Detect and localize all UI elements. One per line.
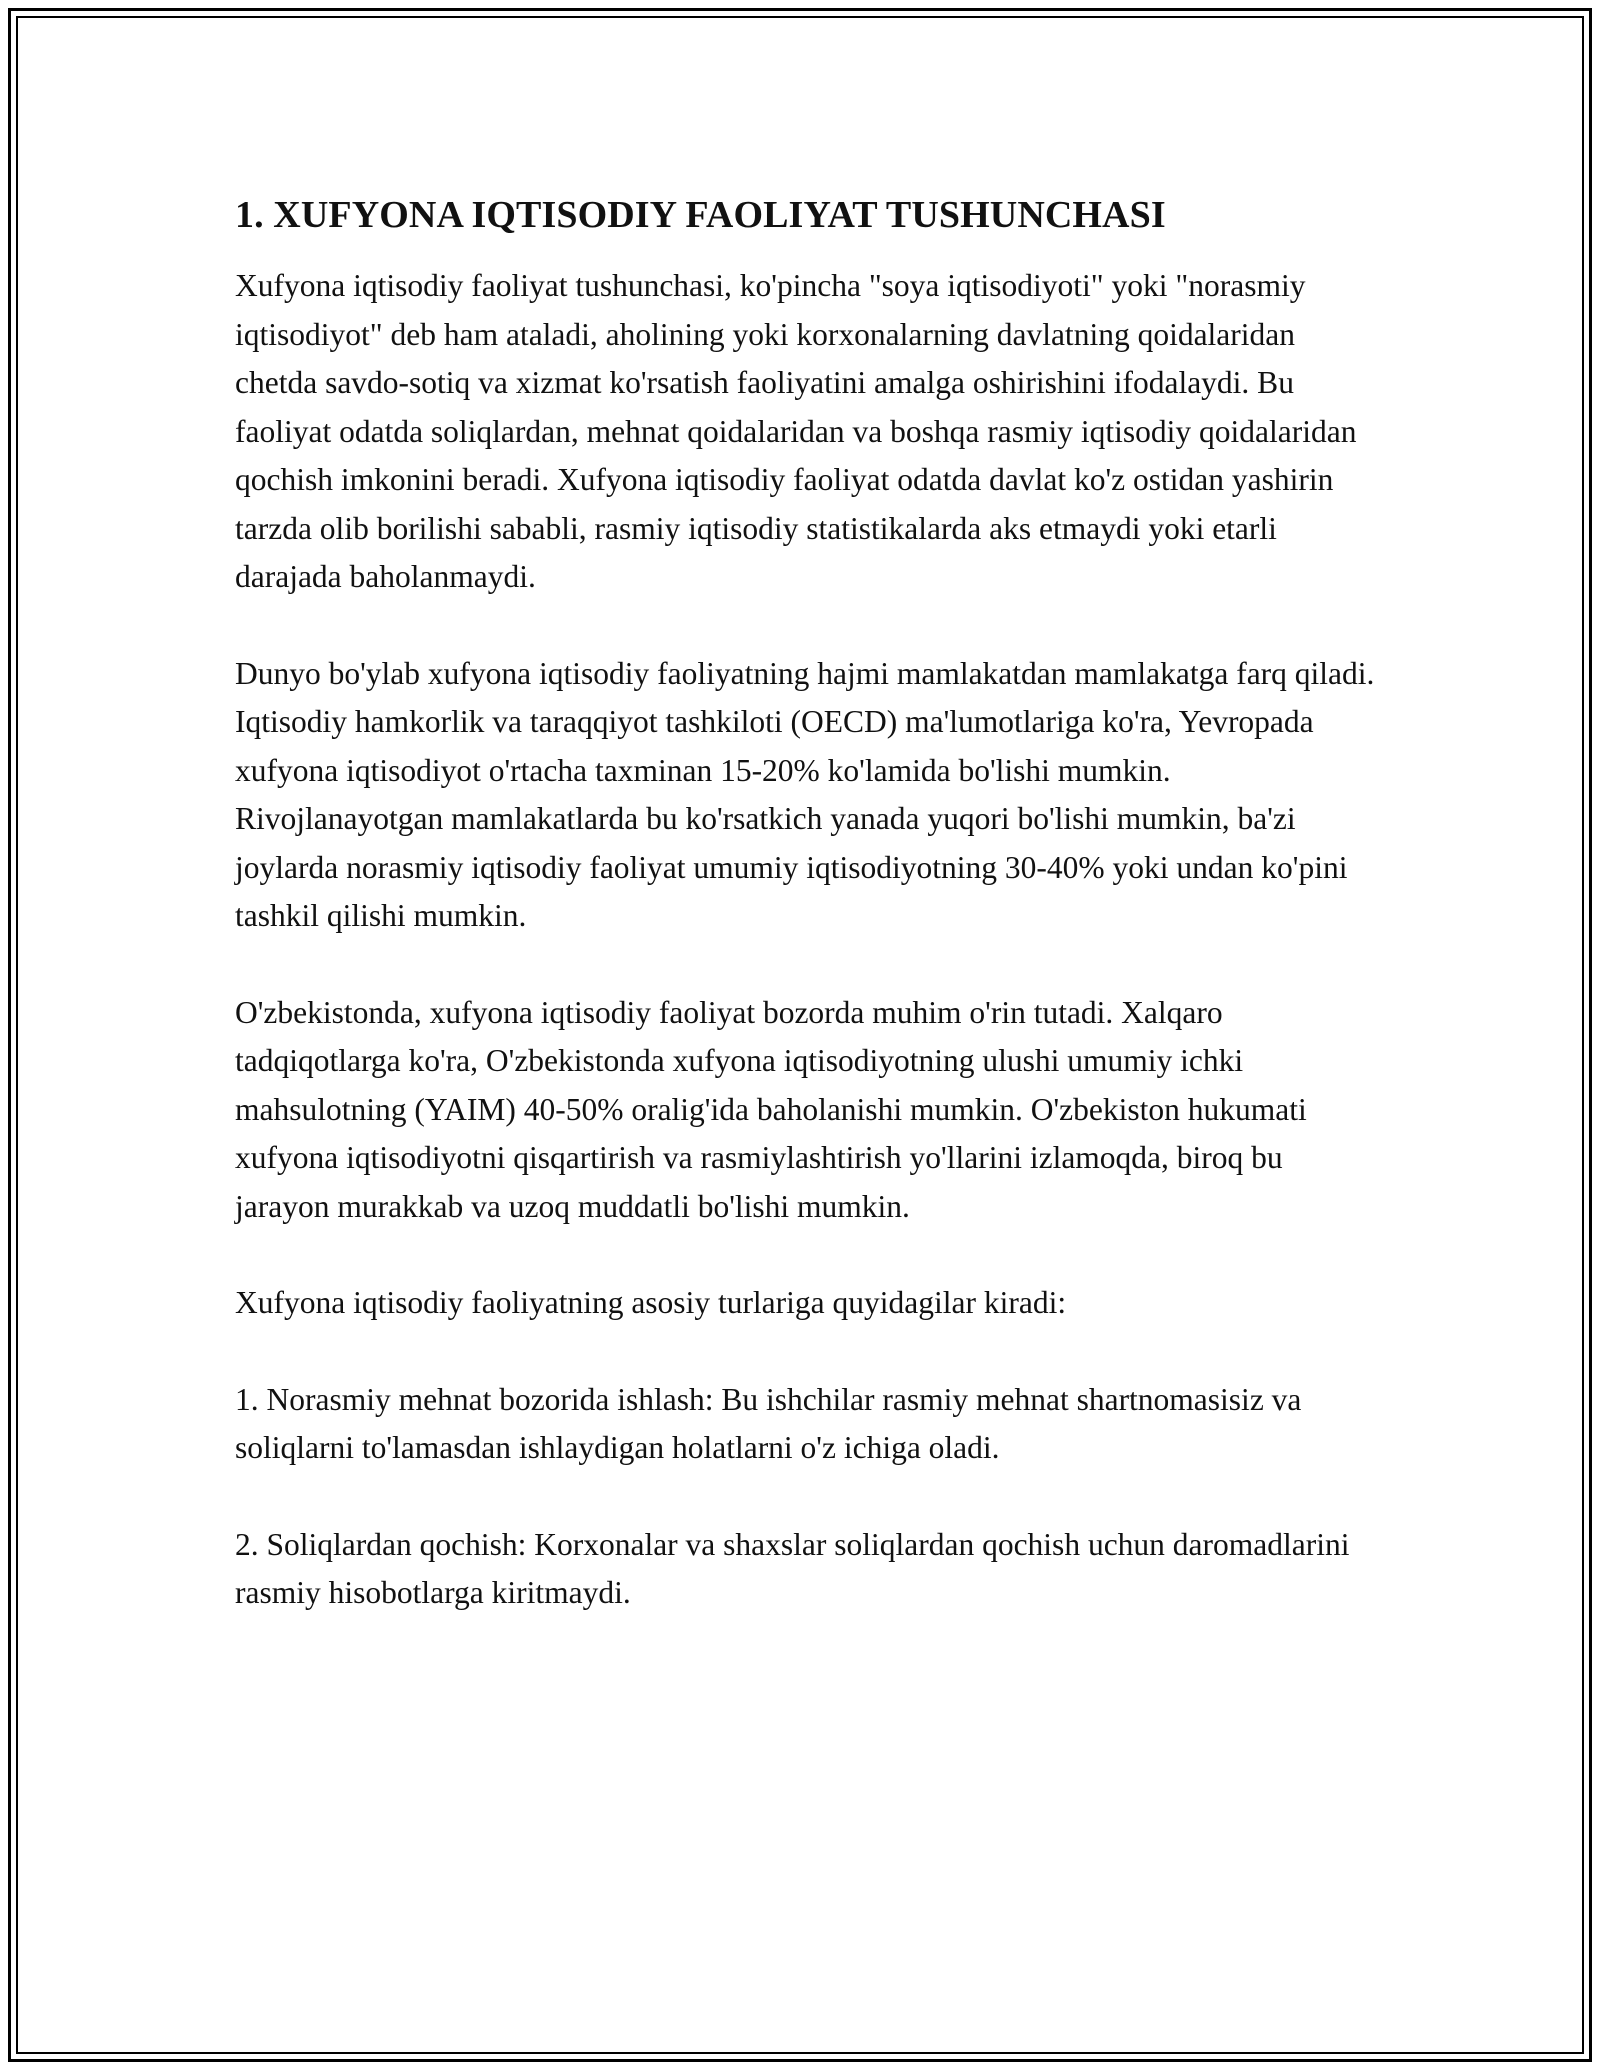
document-body <box>235 188 1375 1666</box>
document-title: 1. XUFYONA IQTISODIY FAOLIYAT TUSHUNCHASI <box>235 194 1166 236</box>
paragraph-uzbekistan: O'zbekistonda, xufyona iqtisodiy faoliyat bozorda muhim o'rin tutadi. Xalqaro tadqiqotlarga ko'ra, O'zbekistonda xufyona iqtisodiyotning ulushi umumiy ichki mahsulotning (YAIM) 40-50% oralig'ida baholanishi mumkin. O'zbekiston hukumati xufyona iqtisodiyotni qisqartirish va rasmiylashtirish yo'llarini izlamoqda, biroq bu jarayon murakkab va uzoq muddatli bo'lishi mumkin. <box>235 994 1307 1224</box>
paragraph-types-intro: Xufyona iqtisodiy faoliyatning asosiy turlariga quyidagilar kiradi: <box>235 1285 1067 1320</box>
paragraph-world-scale: Dunyo bo'ylab xufyona iqtisodiy faoliyatning hajmi mamlakatdan mamlakatga farq qiladi. Iqtisodiy hamkorlik va taraqqiyot tashkiloti (OECD) ma'lumotlariga ko'ra, Yevropada xufyona iqtisodiyot o'rtacha taxminan 15-20% ko'lamida bo'lishi mumkin. Rivojlanayotgan mamlakatlarda bu ko'rsatkich yanada yuqori bo'lishi mumkin, ba'zi joylarda norasmiy iqtisodiy faoliyat umumiy iqtisodiyotning 30-40% yoki undan ko'pini tashkil qilishi mumkin. <box>235 655 1375 933</box>
list-item-informal-labor: 1. Norasmiy mehnat bozorida ishlash: Bu ishchilar rasmiy mehnat shartnomasisiz va soliqlarni to'lamasdan ishlaydigan holatlarni o'z ichiga oladi. <box>235 1381 1302 1465</box>
paragraph-definition: Xufyona iqtisodiy faoliyat tushunchasi, ko'pincha "soya iqtisodiyoti" yoki "norasmiy iqtisodiyot" deb ham ataladi, aholining yoki korxonalarning davlatning qoidalaridan chetda savdo-sotiq va xizmat ko'rsatish faoliyatini amalga oshirishini ifodalaydi. Bu faoliyat odatda soliqlardan, mehnat qoidalaridan va boshqa rasmiy iqtisodiy qoidalaridan qochish imkonini beradi. Xufyona iqtisodiy faoliyat odatda davlat ko'z ostidan yashirin tarzda olib borilishi sababli, rasmiy iqtisodiy statistikalarda aks etmaydi yoki etarli darajada baholanmaydi. <box>235 268 1357 594</box>
list-item-tax-evasion: 2. Soliqlardan qochish: Korxonalar va shaxslar soliqlardan qochish uchun daromadlarini rasmiy hisobotlarga kiritmaydi. <box>235 1526 1350 1610</box>
